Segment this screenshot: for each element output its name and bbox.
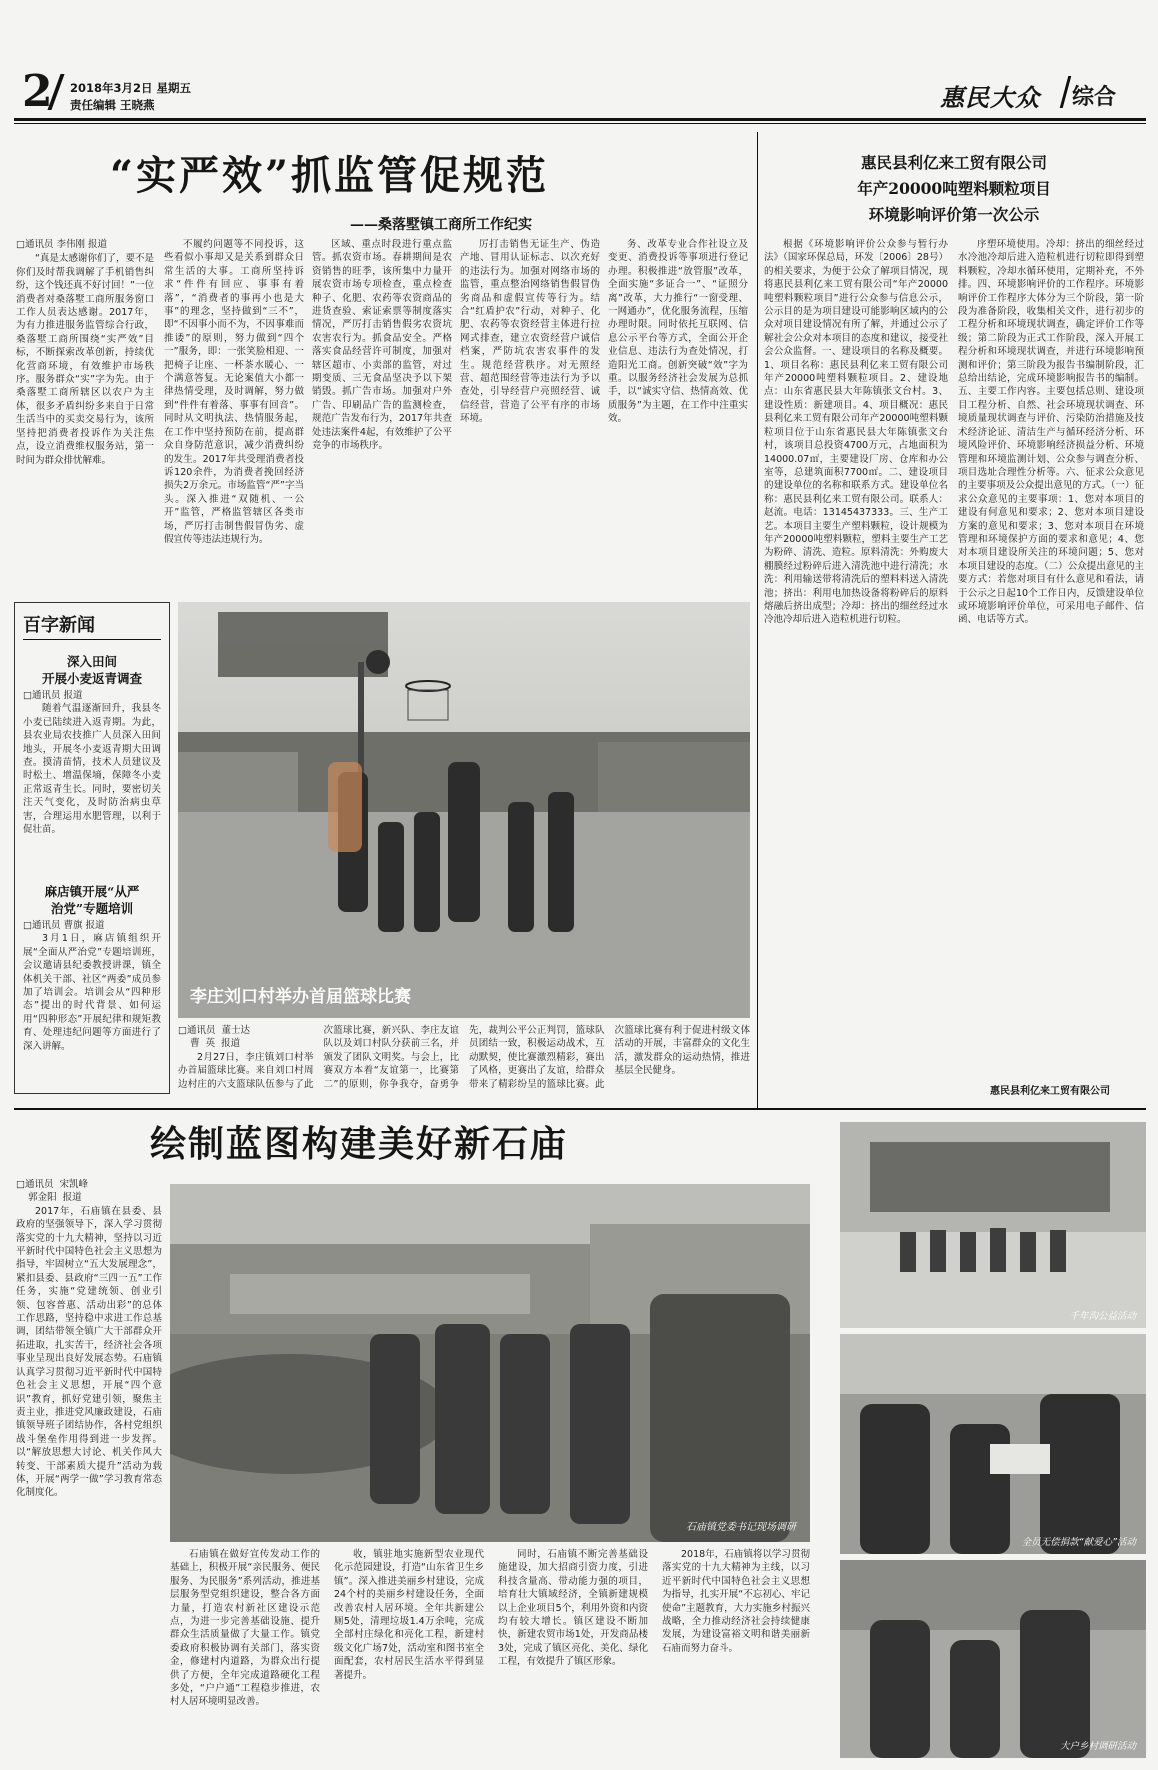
side-photo-1 [840, 1122, 1146, 1328]
story1-headline: “实严效”抓监管促规范 [110, 152, 550, 199]
story2-byline: □通讯员 宋凯峰 郭金阳 报道 [16, 1179, 89, 1204]
story1-col1-text: “真是太感谢你们了，要不是你们及时帮我调解了手机销售纠纷，这个钱还真不好讨回！”一位消费者对桑落墅工商所服务窗口工作人员表达感谢。2017年，为有力推进服务监管综合行政，桑落墅工商所围绕“实严效”目标，不断探索改革创新，持续优化营商环境，有效维护市场秩序。服务群众“实”字为先。由于桑落墅工商所辖区以农户为主体，很多矛盾纠纷多来自于日常生活当中的买卖交易行为，该所坚持把消费者投诉作为关注焦点，设立消费维权服务站，第一时间为群众排忧解难。 [16, 253, 154, 466]
story2-col2 [334, 1548, 484, 1758]
notice-signature: 惠民县利亿来工贸有限公司 [990, 1086, 1110, 1097]
brief-item-body-text: 随着气温逐渐回升，我县冬小麦已陆续进入返青期。为此，县农业局农技推广人员深入田间地头，开展冬小麦返青期大田调查。摸清苗情，技术人员建议及时松土、增温保墒，保障冬小麦正常返青生长。同时，要密切关注天气变化，及时防治病虫草害，合理运用水肥管理，以利于促壮苗。 [23, 703, 161, 836]
basketball-photo-image [178, 602, 750, 1018]
story2-col1-text: 石庙镇在做好宣传发动工作的基础上，积极开展“亲民服务、便民服务、为民服务”系列活动，推进基层服务型党组织建设，整合各方面力量，打造农村新社区建设示范点，为进一步完善基础设施、提升群众生活质量做了大量工作。镇党委政府积极协调有关部门，落实资金，修建村内道路，为群众出行提供了方便，全年完成道路硬化工程多处，“户户通”工程稳步推进，农村人居环境明显改善。 [170, 1549, 320, 1708]
brief-item-title [23, 883, 161, 917]
story2-col-left [16, 1178, 162, 1758]
story1-col4-text: 厉打击销售无证生产、伪造产地、冒用认证标志、以次充好的违法行为。加强对网络市场的监管，重点整治网络销售假冒伪劣商品和虚假宣传等行为。结合“红盾护农”行动，对种子、化肥、农药等农资经营主体进行拉网式排查，建立农资经营户诚信档案，严防坑农害农事件的发生。规范经营秩序。对无照经营、超范围经营等违法行为予以查处，引导经营户亮照经营、诚信经营，营造了公平有序的市场环境。 [460, 239, 600, 425]
notice-col2-text: 序塑环境使用。冷却：挤出的细丝经过水冷池冷却后进入造粒机进行切粒即得到塑料颗粒，冷却水循环使用，定期补充，不外排。四、环境影响评价的工作程序。环境影响评价工作程序大体分为三个阶段，第一阶段为准备阶段，收集相关文件，进行初步的工程分析和环境现状调查，确定评价工作等级；第二阶段为正式工作阶段，深入开展工程分析和环境现状调查，并进行环境影响预测和评价；第三阶段为报告书编制阶段，汇总给出结论，完成环境影响报告书的编制。五、主要工作内容。主要包括总则、建设项目工程分析、自然、社会环境现状调查、环境质量现状调查与评价、污染防治措施及技术经济论证、清洁生产与循环经济分析、环境风险评价、环境影响经济损益分析、环境管理和环境监测计划、公众参与调查分析、项目选址合理性分析等。六、征求公众意见的主要事项及公众提出意见的方式。（一）征求公众意见的主要事项：1、您对本项目的建设有何意见和要求；2、您对本项目建设方案的意见和要求；3、您对本项目在环境管理和环境保护方面的要求和意见；4、您对本项目建设所关注的环境问题；5、您对本项目建设的态度。（二）公众提出意见的主要方式：若您对项目有什么意见和看法，请于公示之日起10个工作日内，反馈建设单位或环境影响评价单位，可采用电子邮件、信函、电话等方式。 [958, 239, 1144, 626]
photo1-text-body: 2月27日，李庄镇刘口村举办首届篮球比赛。来自刘口村周边村庄的六支篮球队伍参与了此次篮球比赛，新兴队、李庄友谊队以及刘口村队分获前三名，并颁发了团队文明奖。与会上，比赛双方本着“友谊第一，比赛第二”的原则，你争我夺，奋勇争先，裁判公平公正判罚，篮球队员团结一致，积极运动战术，互动默契，使比赛激烈精彩，赛出了风格，更赛出了友谊，给群众带来了精彩纷呈的篮球比赛。此次篮球比赛有利于促进村级文体活动的开展，丰富群众的文化生活，激发群众的运动热情，推进基层全民健身。 [178, 1025, 750, 1090]
story1-col4 [460, 238, 600, 604]
story1-col2-text: 不履约问题等不同投诉，这些看似小事却又是关系到群众日常生活的大事。工商所坚持诉求“件件有回应、事事有着落”，“消费者的事再小也是大事”的理念，坚持做到“三不”，即“不因事小而不为，不因事难而推诿”的原则，努力做到“四个一”服务，即：一张笑脸相迎、一把椅子让座、一杯茶水暖心、一个满意答复。无论案值大小都一律热情受理，及时调解，努力做到“件件有着落、事事有回音”。同时从文明执法、热情服务起，在工作中坚持预防在前，提高群众自身防范意识，减少消费纠纷的发生。2017年共受理消费者投诉120余件，为消费者挽回经济损失2万余元。市场监管“严”字当头。深入推进“双随机、一公开”监管，严格监管辖区各类市场，严厉打击制售假冒伪劣、虚假宣传等违法违规行为。 [164, 239, 304, 545]
story2-col1 [170, 1548, 320, 1758]
story2-photo-caption: 石庙镇党委书记现场调研 [686, 1522, 796, 1533]
photo1-text [178, 1024, 750, 1096]
story1-byline: □通讯员 李伟刚 报道 [16, 239, 108, 250]
notice-title-line2: 年产20000吨塑料颗粒项目 [857, 179, 1051, 198]
header-rule [14, 118, 1146, 121]
story2-col3 [498, 1548, 648, 1758]
story1-col1 [16, 238, 154, 604]
brief-item-title-line1: 麻店镇开展“从严 [44, 884, 140, 899]
story2-col4 [662, 1548, 810, 1758]
story1-col5-text: 务、改革专业合作社设立及变更、消费投诉等事项进行登记办理。积极推进“放管服”改革，全面实施“多证合一”、“证照分离”改革，大力推行“一窗受理、一网通办”，优化服务流程，压缩办理时限。同时依托互联网、信息公示平台等方式，全面公开企业信息、违法行为查处情况，打造阳光工商。创新突破“效”字为重。以服务经济社会发展为总抓手，以“诚实守信、热情高效、优质服务”为主题，在工作中注重实效。 [608, 239, 748, 425]
brief-item-title-line1: 深入田间 [66, 654, 117, 669]
brief-item-body-text: 3月1日，麻店镇组织开展“全面从严治党”专题培训班，会议邀请县纪委教授讲课，镇全体机关干部、社区“两委”成员参加了培训会。培训会从“四种形态”提出的时代背景、如何运用“四种形态”开展纪律和规矩教育、处理违纪问题等方面进行了深入讲解。 [23, 933, 161, 1052]
story1-col5 [608, 238, 748, 604]
story2-col3-text: 同时，石庙镇不断完善基础设施建设，加大招商引资力度，引进科技含量高、带动能力强的项目，培育壮大镇域经济，全镇新建规模以上企业项目5个，利用外资和内资均有较大增长。镇区建设不断加快，新建农贸市场1处，开发商品楼3处，完成了镇区亮化、美化、绿化工程，有效提升了镇区形象。 [498, 1549, 648, 1668]
notice-col2 [958, 238, 1144, 1068]
story2-photo [170, 1184, 810, 1542]
side-photo-1-image [840, 1122, 1146, 1328]
side-photo-3-image [840, 1560, 1146, 1758]
story2-photo-image [170, 1184, 810, 1542]
brief-label-text: 百字新闻 [23, 615, 95, 636]
brief-item-body [23, 689, 161, 857]
side-photo-2-caption: 全员无偿捐款“献爱心”活动 [1021, 1537, 1136, 1548]
story1-col3 [312, 238, 452, 604]
brief-item-title-line2: 开展小麦返青调查 [41, 671, 142, 686]
brief-item-body [23, 919, 161, 1085]
brief-item-byline: □通讯员 曹旗 报道 [23, 920, 105, 931]
page-number: 2 [22, 66, 53, 117]
photo1-byline: □通讯员 董士达 曹 英 报道 [178, 1025, 251, 1050]
notice-col1-text: 根据《环境影响评价公众参与暂行办法》（国家环保总局，环发〔2006〕28号）的相关要求，为便于公众了解项目情况，现将惠民县利亿来工贸有限公司“年产20000吨塑料颗粒项目”进行公众参与信息公示，公示目的是为项目建设可能影响区域内的公众对项目建设情况有所了解，并通过公示了解社会公众对本项目的态度和建议，接受社会公众监督。一、建设项目的名称及概要。1、项目名称：惠民县利亿来工贸有限公司年产20000吨塑料颗粒项目。2、建设地点：山东省惠民县大年陈镇张文台村。3、建设性质：新建项目。4、项目概况：惠民县利亿来工贸有限公司年产20000吨塑料颗粒项目位于山东省惠民县大年陈镇张文台村，该项目总投资4700万元，占地面积为14000.07㎡，主要建设厂房、仓库和办公室等，总建筑面积7700㎡。二、建设项目的建设单位的名称和联系方式。建设单位名称：惠民县利亿来工贸有限公司。联系人：赵流。电话：13145437333。三、生产工艺。本项目主要生产塑料颗粒，设计规模为年产20000吨塑料颗粒，塑料主要生产工艺为粉碎、清洗、造粒。原料清洗：外购废大棚膜经过粉碎后进入清洗池中进行清洗；水洗：利用输送带将清洗后的塑料料送入清洗池；挤出：利用电加热设备将粉碎后的原料熔融后挤出成型；冷却：挤出的细丝经过水冷池冷却后进入造粒机进行切粒。 [764, 239, 948, 626]
brand-divider [1060, 76, 1072, 108]
brief-label-rule [23, 639, 161, 640]
story2-col4-text: 2018年，石庙镇将以学习贯彻落实党的十九大精神为主线，以习近平新时代中国特色社会主义思想为指导，扎实开展“不忘初心、牢记使命”主题教育，大力实施乡村振兴战略，全力推动经济社会持续健康发展，为建设富裕文明和谐美丽新石庙而努力奋斗。 [662, 1549, 810, 1654]
basketball-photo [178, 602, 750, 1018]
story2-col2-text: 收，镇驻地实施新型农业现代化示范园建设，打造“山东省卫生乡镇”。深入推进美丽乡村建设，完成24个村的美丽乡村建设任务，全面改善农村人居环境。全年共新建公厕5处，清理垃圾1.4万余吨，完成全部村庄绿化和亮化工程，新建村级文化广场7处，活动室和图书室全面配套，农村居民生活水平得到显著提升。 [334, 1549, 484, 1681]
story1-subhead: ——桑落墅镇工商所工作纪实 [350, 217, 532, 233]
notice-title-line1: 惠民县利亿来工贸有限公司 [860, 153, 1047, 172]
notice-title-line3: 环境影响评价第一次公示 [868, 205, 1040, 224]
story2-headline: 绘制蓝图构建美好新石庙 [150, 1123, 569, 1165]
brief-item-title-line2: 治党”专题培训 [50, 901, 134, 916]
brand-logo: 惠民大众 [940, 83, 1040, 112]
brief-item-1 [23, 653, 161, 857]
basketball-photo-caption: 李庄刘口村举办首届篮球比赛 [190, 987, 411, 1007]
brief-box [14, 602, 170, 1094]
brief-item-byline: □通讯员 报道 [23, 690, 83, 701]
side-photo-2 [840, 1334, 1146, 1554]
story1-col3-text: 区域、重点时段进行重点监管。抓农资市场。春耕期间是农资销售的旺季，该所集中力量开展农资市场专项检查，重点检查种子、化肥、农药等农资商品的进货查验、索证索票等制度落实情况，严厉打击销售假劣农资坑农害农行为。抓食品安全。严格落实食品经营许可制度，加强对辖区超市、小卖部的监管，对过期变质、三无食品坚决予以下架销毁。抓广告市场。加强对户外广告、印刷品广告的监测检查，规范广告发布行为，2017年共查处违法案件4起，有效维护了公平竞争的市场秩序。 [312, 239, 452, 452]
date-line: 2018年3月2日 星期五 [70, 81, 192, 95]
notice-col1 [764, 238, 948, 1088]
story2-col-left-text: 2017年，石庙镇在县委、县政府的坚强领导下，深入学习贯彻落实党的十九大精神，坚持以习近平新时代中国特色社会主义思想为指导，牢固树立“五大发展理念”，紧扣县委、县政府“三四一五”工作任务，实施“党建统领、创业引领、包容普惠、活动出彩”的总体工作思路，坚持稳中求进工作总基调，团结带领全镇广大干部群众开拓进取，扎实苦干，经济社会各项事业呈现出良好发展态势。石庙镇认真学习贯彻习近平新时代中国特色社会主义思想，开展“四个意识”教育，抓好党建引领，聚焦主责主业，推进党风廉政建设，石庙镇领导班子团结协作，各村党组织战斗堡垒作用得到进一步发挥。以“解放思想大讨论、机关作风大转变、干部素质大提升”活动为载体，开展“两学一做”学习教育常态化制度化。 [16, 1205, 162, 1499]
side-photo-3 [840, 1560, 1146, 1758]
editor-line: 责任编辑 王晓燕 [70, 98, 155, 112]
brief-item-2 [23, 883, 161, 1085]
notice-divider [757, 132, 758, 1108]
header-rule-thin [14, 123, 1146, 124]
side-photo-2-image [840, 1334, 1146, 1554]
brief-item-title [23, 653, 161, 687]
page-header [0, 0, 1158, 132]
section-name: 综合 [1072, 84, 1117, 110]
notice-title [764, 150, 1144, 228]
side-photo-1-caption: 千年沟公益活动 [1069, 1311, 1136, 1322]
section-rule [14, 1108, 1146, 1110]
side-photo-3-caption: 大户乡村调研活动 [1059, 1741, 1136, 1752]
story1-col2 [164, 238, 304, 604]
brief-label [23, 611, 95, 637]
